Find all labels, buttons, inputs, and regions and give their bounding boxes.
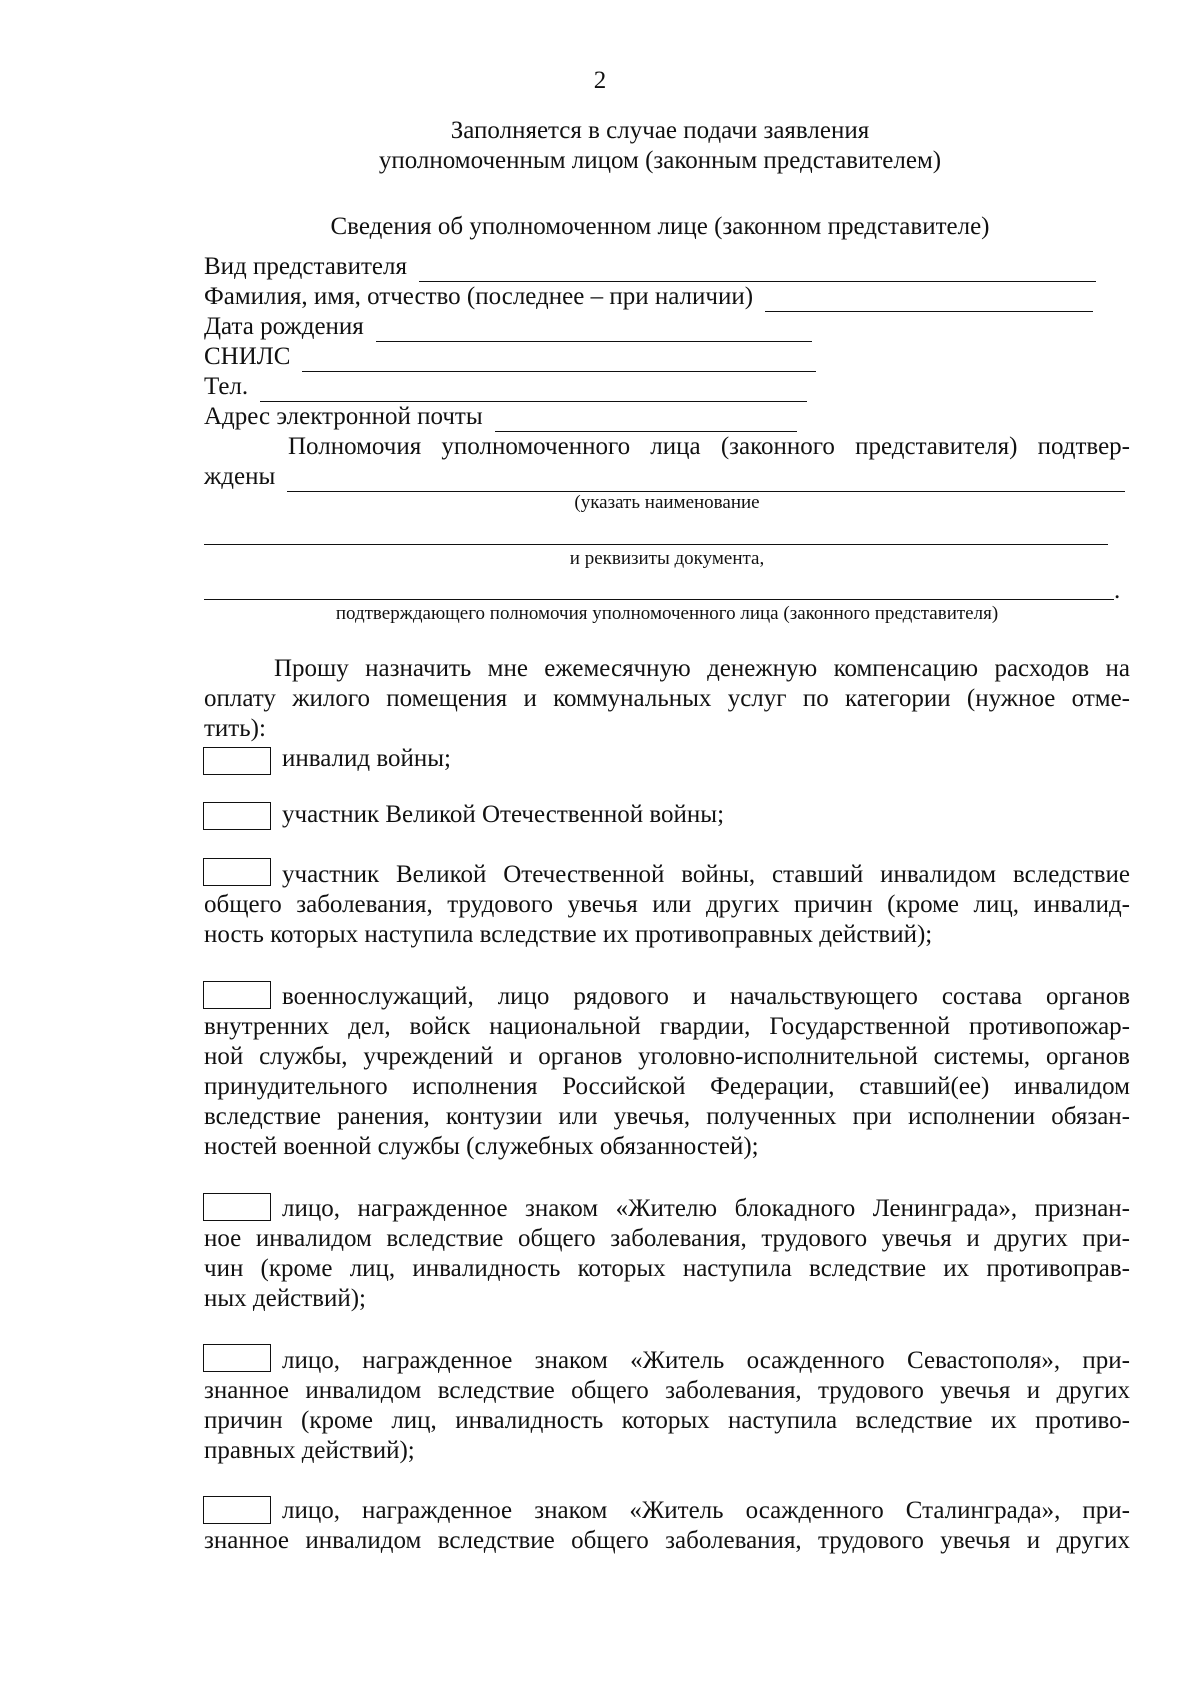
option-line: внутренних дел, войск национальной гвардии, Государственной противопожар- (204, 1013, 1130, 1040)
option-line: общего заболевания, трудового увечья или других причин (кроме лиц, инвалид- (204, 891, 1130, 918)
option-wwii-participant (204, 800, 1130, 830)
representative-type-row (204, 252, 1096, 282)
email-field[interactable] (495, 407, 797, 432)
authority-field[interactable] (287, 467, 1125, 492)
option-line: ной службы, учреждений и органов уголовно-исполнительной системы, органов (204, 1043, 1130, 1070)
authority-details-line[interactable] (204, 599, 1114, 600)
option-leningrad-siege (204, 1194, 1130, 1314)
option-line: причин (кроме лиц, инвалидность которых наступила вследствие их противо- (204, 1407, 1130, 1434)
authority-caption-3: подтверждающего полномочия уполномоченного лица (законного представителя) (335, 603, 999, 624)
option-line: ное инвалидом вследствие общего заболевания, трудового увечья и других при- (204, 1225, 1130, 1252)
authority-document-line[interactable] (204, 544, 1108, 545)
phone-label: Тел. (204, 373, 249, 400)
request-line-3: тить): (204, 715, 266, 742)
option-line: военнослужащий, лицо рядового и начальствующего состава органов (282, 983, 1130, 1010)
request-line-2: оплату жилого помещения и коммунальных услуг по категории (нужное отме- (204, 685, 1130, 712)
snils-field[interactable] (302, 347, 816, 372)
option-line: чин (кроме лиц, инвалидность которых наступила вследствие их противоправ- (204, 1255, 1130, 1282)
page-number: 2 (593, 67, 607, 94)
option-line: принудительного исполнения Российской Федерации, ставший(ее) инвалидом (204, 1073, 1130, 1100)
birth-date-row (204, 312, 812, 342)
birth-date-label: Дата рождения (204, 313, 364, 340)
header-line-2: уполномоченным лицом (законным представителем) (378, 147, 942, 174)
option-military-invalid (204, 982, 1130, 1162)
full-name-row (204, 282, 1093, 312)
option-line: участник Великой Отечественной войны, ставший инвалидом вследствие (282, 861, 1130, 888)
option-line: инвалид войны; (282, 745, 452, 772)
option-wwii-participant-invalid (204, 860, 1130, 950)
authority-end-period: . (1114, 577, 1121, 604)
header-line-1: Заполняется в случае подачи заявления (450, 117, 870, 144)
authority-label: ждены (204, 463, 276, 490)
email-label: Адрес электронной почты (204, 403, 483, 430)
full-name-field[interactable] (765, 287, 1093, 312)
option-line: участник Великой Отечественной войны; (282, 801, 725, 828)
snils-label: СНИЛС (204, 343, 291, 370)
phone-row (204, 372, 807, 402)
authority-row (204, 462, 1125, 492)
option-line: знанное инвалидом вследствие общего заболевания, трудового увечья и других (204, 1377, 1130, 1404)
section-title: Сведения об уполномоченном лице (законном представителе) (330, 213, 990, 240)
representative-type-field[interactable] (419, 257, 1096, 282)
option-sevastopol-siege (204, 1346, 1130, 1466)
option-stalingrad-siege (204, 1496, 1130, 1556)
snils-row (204, 342, 816, 372)
option-line: вследствие ранения, контузии или увечья, полученных при исполнении обязан- (204, 1103, 1130, 1130)
authority-line-1: Полномочия уполномоченного лица (законного представителя) подтвер- (288, 433, 1130, 460)
request-line-1: Прошу назначить мне ежемесячную денежную компенсацию расходов на (274, 655, 1130, 682)
option-line: знанное инвалидом вследствие общего заболевания, трудового увечья и других (204, 1527, 1130, 1554)
option-line: лицо, награжденное знаком «Жителю блокадного Ленинграда», признан- (282, 1195, 1130, 1222)
representative-type-label: Вид представителя (204, 253, 407, 280)
option-line: ных действий); (204, 1285, 366, 1312)
birth-date-field[interactable] (376, 317, 812, 342)
option-line: ность которых наступила вследствие их противоправных действий); (204, 921, 933, 948)
option-line: лицо, награжденное знаком «Житель осажденного Севастополя», при- (282, 1347, 1130, 1374)
option-war-invalid (204, 744, 1130, 774)
authority-caption-2: и реквизиты документа, (569, 548, 765, 569)
request-paragraph (204, 654, 1130, 744)
option-line: лицо, награжденное знаком «Житель осажденного Сталинграда», при- (282, 1497, 1130, 1524)
phone-field[interactable] (260, 377, 807, 402)
full-name-label: Фамилия, имя, отчество (последнее – при наличии) (204, 283, 754, 310)
option-line: правных действий); (204, 1437, 415, 1464)
authority-caption-1: (указать наименование (574, 492, 760, 513)
option-line: ностей военной службы (служебных обязанностей); (204, 1133, 759, 1160)
email-row (204, 402, 797, 432)
